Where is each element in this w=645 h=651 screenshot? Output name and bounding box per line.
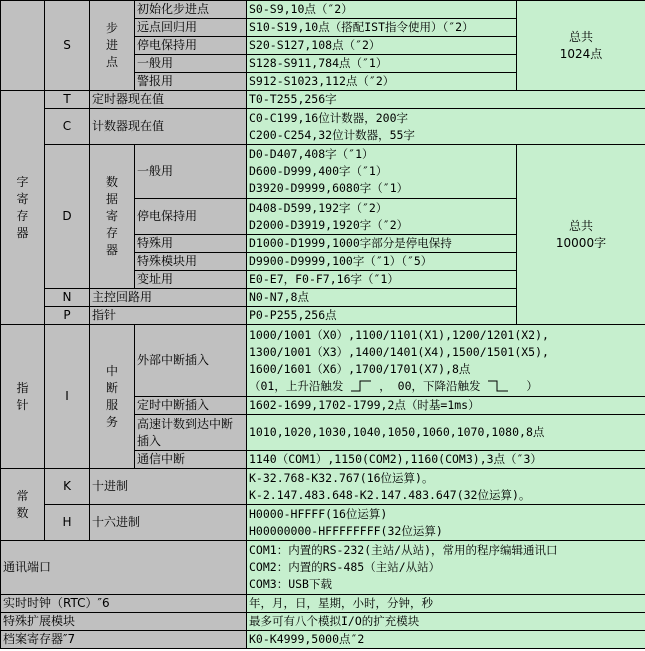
- device-code-h: H: [45, 505, 90, 541]
- label-special-extension: 特殊扩展模块: [1, 613, 247, 631]
- value-d-retentive: D408-D599,192字（″2） D2000-D3919,1920字（″2）: [247, 199, 517, 235]
- label-step-general: 一般用: [135, 55, 247, 73]
- value-hex: H0000-HFFFF(16位运算) H00000000-HFFFFFFFF(32位运算): [247, 505, 645, 541]
- edge-trigger-note: （01，上升沿触发 ， 00，下降沿触发 ）: [249, 378, 538, 393]
- data-register-total: 总共 10000字: [517, 145, 645, 325]
- value-step-alarm: S912-S1023,112点（″2）: [247, 73, 517, 91]
- value-pointer: P0-P255,256点: [247, 307, 517, 325]
- value-d-special: D1000-D1999,1000字部分是停电保持: [247, 235, 517, 253]
- value-step-general: S128-S911,784点（″1）: [247, 55, 517, 73]
- value-high-speed-interrupt: 1010,1020,1030,1040,1050,1060,1070,1080,8点: [247, 415, 645, 451]
- device-code-c: C: [45, 109, 90, 145]
- value-timer: T0-T255,256字: [247, 91, 645, 109]
- label-external-interrupt: 外部中断插入: [135, 325, 247, 397]
- value-master-control: N0-N7,8点: [247, 289, 517, 307]
- group-pointer: 指针: [1, 325, 45, 469]
- device-code-p: P: [45, 307, 90, 325]
- label-rtc: 实时时钟（RTC）″6: [1, 595, 247, 613]
- label-d-index: 变址用: [135, 271, 247, 289]
- group-blank-cell: [1, 1, 45, 91]
- label-high-speed-interrupt: 高速计数到达中断插入: [135, 415, 247, 451]
- category-interrupt: 中断服务: [90, 325, 135, 469]
- label-step-init: 初始化步进点: [135, 1, 247, 19]
- label-d-retentive: 停电保持用: [135, 199, 247, 235]
- label-step-alarm: 警报用: [135, 73, 247, 91]
- label-step-retentive: 停电保持用: [135, 37, 247, 55]
- label-timed-interrupt: 定时中断插入: [135, 397, 247, 415]
- category-data-register: 数据寄存器: [90, 145, 135, 289]
- device-code-k: K: [45, 469, 90, 505]
- value-d-special-module: D9900-D9999,100字（″1）（″5）: [247, 253, 517, 271]
- label-hex: 十六进制: [90, 505, 247, 541]
- value-timed-interrupt: 1602-1699,1702-1799,2点（时基=1ms）: [247, 397, 645, 415]
- value-counter: C0-C199,16位计数器，200字 C200-C254,32位计数器，55字: [247, 109, 645, 145]
- label-file-register: 档案寄存器″7: [1, 631, 247, 649]
- label-counter: 计数器现在值: [90, 109, 247, 145]
- label-comm-ports: 通讯端口: [1, 541, 247, 595]
- label-step-home: 远点回归用: [135, 19, 247, 37]
- value-d-index: E0-E7，F0-F7,16字（″1）: [247, 271, 517, 289]
- value-comm-interrupt: 1140（COM1）,1150(COM2),1160(COM3),3点（″3）: [247, 451, 645, 469]
- value-file-register: K0-K4999,5000点″2: [247, 631, 645, 649]
- label-comm-interrupt: 通信中断: [135, 451, 247, 469]
- rising-edge-icon: [350, 380, 372, 392]
- label-d-special-module: 特殊模块用: [135, 253, 247, 271]
- device-code-t: T: [45, 91, 90, 109]
- category-step: 步进点: [90, 1, 135, 91]
- label-timer: 定时器现在值: [90, 91, 247, 109]
- label-pointer: 指针: [90, 307, 247, 325]
- value-rtc: 年，月，日，星期，小时，分钟，秒: [247, 595, 645, 613]
- value-decimal: K-32.768-K32.767(16位运算)。 K-2.147.483.648-K2.147.483.647(32位运算)。: [247, 469, 645, 505]
- value-step-home: S10-S19,10点（搭配IST指令使用）（″2）: [247, 19, 517, 37]
- value-d-general: D0-D407,408字（″1） D600-D999,400字（″1） D3920-D9999,6080字（″1）: [247, 145, 517, 199]
- value-external-interrupt: 1000/1001（X0）,1100/1101(X1),1200/1201(X2), 1300/1001（X3）,1400/1401(X4),1500/1501(X5), 1600/1601（X6）,1700/1701(X7),8点 （01，上升沿触发 ， 00，下降沿触发 ）: [247, 325, 645, 397]
- device-code-s: S: [45, 1, 90, 91]
- value-step-init: S0-S9,10点（″2）: [247, 1, 517, 19]
- label-master-control: 主控回路用: [90, 289, 247, 307]
- label-decimal: 十进制: [90, 469, 247, 505]
- label-d-general: 一般用: [135, 145, 247, 199]
- device-code-i: I: [45, 325, 90, 469]
- group-word-register: 字寄存器: [1, 91, 45, 325]
- group-constants: 常数: [1, 469, 45, 541]
- label-d-special: 特殊用: [135, 235, 247, 253]
- value-step-retentive: S20-S127,108点（″2）: [247, 37, 517, 55]
- value-comm-ports: COM1：内置的RS-232(主站/从站)，常用的程序编辑通讯口 COM2：内置的RS-485（主站/从站） COM3：USB下载: [247, 541, 645, 595]
- device-code-n: N: [45, 289, 90, 307]
- device-code-d: D: [45, 145, 90, 289]
- value-special-extension: 最多可有八个模拟I/O的扩充模块: [247, 613, 645, 631]
- falling-edge-icon: [487, 380, 509, 392]
- step-total: 总共 1024点: [517, 1, 645, 91]
